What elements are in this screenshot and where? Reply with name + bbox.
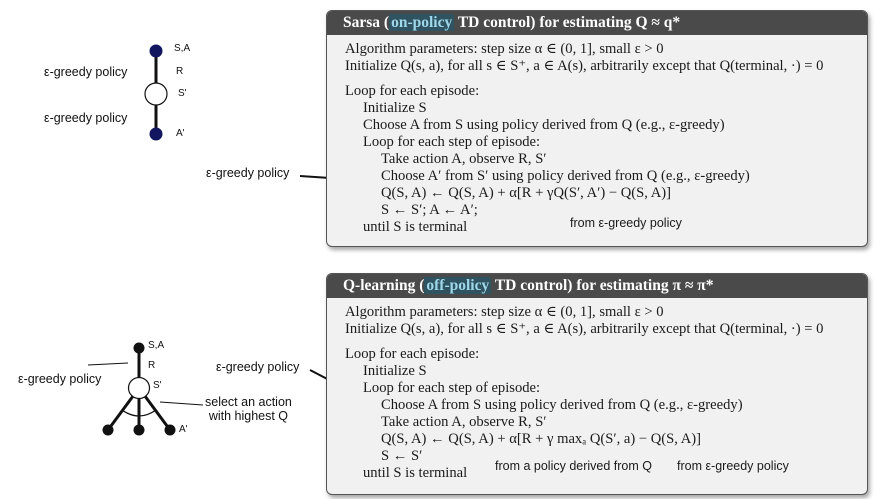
q-state-action-node: [134, 343, 145, 354]
sarsa-init-s: Initialize S: [363, 100, 427, 116]
sarsa-choose-a-prime: Choose A′ from S′ using policy derived from Q (e.g., ε-greedy): [381, 168, 750, 184]
q-select-label: select an action with highest Q: [205, 395, 292, 423]
sarsa-until: until S is terminal: [363, 219, 468, 235]
qlearning-algorithm-box: [326, 273, 868, 495]
sarsa-next-action-node: [150, 128, 163, 141]
qlearning-title: Q-learning ( off-policy TD control) for estimating π ≈ π*: [327, 274, 867, 298]
q-choose-a: Choose A from S using policy derived from Q (e.g., ε-greedy): [381, 397, 743, 413]
q-assign: S ← S′: [381, 448, 423, 464]
q-node-label-s-prime: S': [153, 380, 162, 391]
q-node-label-r: R: [148, 360, 156, 371]
sarsa-algorithm-box: [326, 10, 868, 247]
sarsa-pointer-label: ε-greedy policy: [206, 166, 290, 180]
sarsa-step-loop: Loop for each step of episode:: [363, 134, 541, 150]
sarsa-update-rule: Q(S, A) ← Q(S, A) + α[R + γQ(S′, A′) − Q(S, A)]: [381, 185, 672, 201]
q-action-node-1: [103, 425, 114, 436]
q-left-policy-label: ε-greedy policy: [18, 372, 102, 386]
sarsa-state-action-node: [150, 45, 163, 58]
q-annotation-left: from a policy derived from Q: [495, 459, 652, 473]
sarsa-episode-loop: Loop for each episode:: [345, 83, 480, 99]
sarsa-node-label-r: R: [176, 66, 184, 77]
sarsa-assign: S ← S′; A ← A′;: [381, 202, 478, 218]
q-action-node-2: [134, 425, 145, 436]
q-until: until S is terminal: [363, 465, 468, 481]
q-next-state-node: [129, 378, 150, 399]
q-left-pointer-line: [88, 363, 128, 365]
sarsa-title: Sarsa ( on-policy TD control) for estimating Q ≈ q*: [327, 11, 867, 35]
sarsa-node-label-a-prime: A': [176, 128, 185, 139]
q-node-label-sa: S,A: [148, 340, 165, 351]
q-params: Algorithm parameters: step size α ∈ (0, 1], small ε > 0: [345, 304, 664, 320]
q-episode-loop: Loop for each episode:: [345, 346, 480, 362]
off-policy-highlight: off-policy: [426, 277, 490, 294]
q-update-rule: Q(S, A) ← Q(S, A) + α[R + γ maxₐ Q(S′, a) − Q(S, A)]: [381, 431, 701, 447]
q-take-action: Take action A, observe R, S′: [381, 414, 547, 430]
sarsa-next-state-node: [145, 83, 167, 105]
q-init: Initialize Q(s, a), for all s ∈ S⁺, a ∈ A(s), arbitrarily except that Q(terminal, ·) = 0: [345, 321, 824, 337]
qlearning-body: [327, 298, 867, 482]
q-action-node-3: [165, 425, 176, 436]
sarsa-annotation: from ε-greedy policy: [570, 216, 682, 230]
q-select-pointer-line: [160, 402, 203, 405]
sarsa-body: [327, 35, 867, 236]
sarsa-policy-label-bottom: ε-greedy policy: [44, 111, 128, 125]
q-pointer-label: ε-greedy policy: [216, 360, 300, 374]
sarsa-choose-a: Choose A from S using policy derived from Q (e.g., ε-greedy): [363, 117, 725, 133]
q-annotation-right: from ε-greedy policy: [677, 459, 789, 473]
sarsa-node-label-sa: S,A: [174, 43, 191, 54]
sarsa-node-label-s-prime: S': [178, 88, 187, 99]
sarsa-init: Initialize Q(s, a), for all s ∈ S⁺, a ∈ A(s), arbitrarily except that Q(terminal, ·) = 0: [345, 58, 824, 74]
sarsa-policy-label-top: ε-greedy policy: [44, 65, 128, 79]
sarsa-take-action: Take action A, observe R, S′: [381, 151, 547, 167]
sarsa-params: Algorithm parameters: step size α ∈ (0, 1], small ε > 0: [345, 41, 664, 57]
q-node-label-a-prime: A': [179, 424, 188, 435]
q-step-loop: Loop for each step of episode:: [363, 380, 541, 396]
on-policy-highlight: on-policy: [391, 14, 453, 31]
q-init-s: Initialize S: [363, 363, 427, 379]
